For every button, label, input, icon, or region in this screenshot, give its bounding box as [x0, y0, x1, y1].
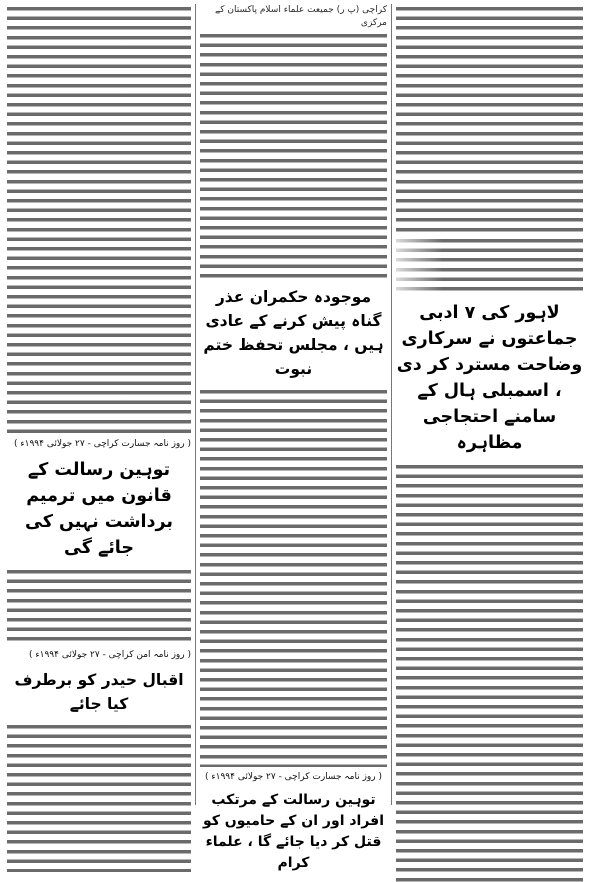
dateline: ( روز نامہ جسارت کراچی - ۲۷ جولائی ۱۹۹۴ء ) — [205, 772, 382, 782]
headline-iqbal-haider-dismissal: اقبال حیدر کو برطرف کیا جائے — [14, 671, 184, 713]
headline-blasphemy-law-amendment: توہین رسالت کے قانون میں ترمیم برداشت نہیں کی جائے گی — [25, 460, 173, 558]
headline-blasphemy-offenders: توہین رسالت کے مرتکب افراد اور ان کے حامیوں کو قتل کر دیا جائے گا ، علماء کرام — [202, 792, 385, 871]
article-lead: کراچی (پ ر) جمیعت علماء اسلام پاکستان کے مرکزی — [214, 5, 387, 28]
column-left — [3, 4, 195, 805]
article-body — [396, 236, 583, 294]
article-body — [7, 722, 191, 872]
column-right — [391, 4, 587, 805]
column-middle — [195, 4, 391, 871]
dateline: ( روز نامہ جسارت کراچی - ۲۷ جولائی ۱۹۹۴ء ) — [14, 439, 191, 449]
article-body — [200, 387, 387, 767]
headline-lahore-literary-groups: لاہور کی ۷ ادبی جماعتوں نے سرکاری وضاحت مسترد کر دی ، اسمبلی ہال کے سامنے احتجاجی مظاہرہ — [396, 303, 583, 453]
article-body — [7, 4, 191, 434]
headline-rulers-excuse: موجودہ حکمران عذر گناہ پیش کرنے کے عادی ہیں ، مجلس تحفظ ختم نبوت — [203, 288, 384, 378]
article-body — [396, 462, 583, 882]
article-body — [396, 4, 583, 232]
article-body — [200, 31, 387, 279]
article-body — [7, 567, 191, 645]
dateline: ( روز نامہ امن کراچی - ۲۷ جولائی ۱۹۹۴ء ) — [29, 650, 191, 660]
